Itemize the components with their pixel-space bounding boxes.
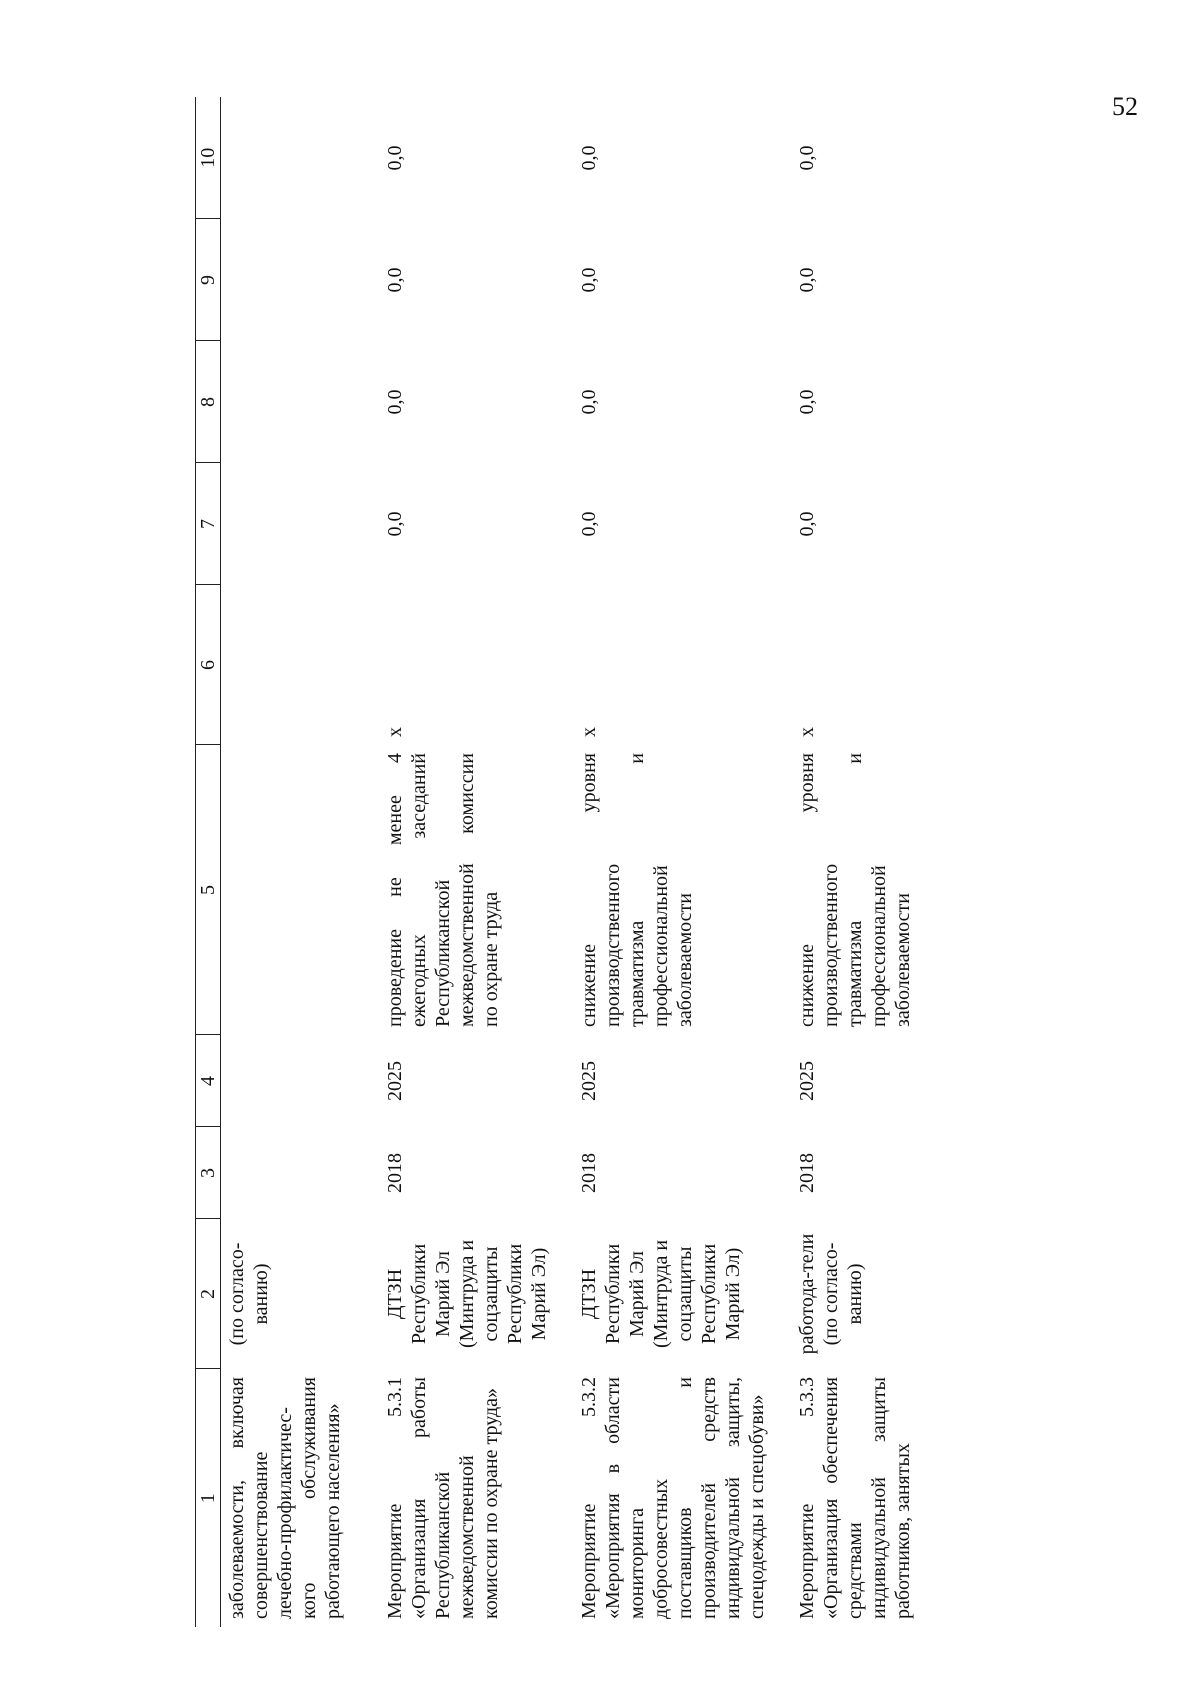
column-header: 3 <box>196 1127 221 1219</box>
value-cell: 0,0 <box>578 267 600 293</box>
start-year-cell <box>221 1127 376 1219</box>
column-header: 5 <box>196 745 221 1035</box>
measure-name-cell: заболеваемости, включая совершенствование лечебно-профилактичес-кого обслуживания работающего населения» <box>226 1377 344 1619</box>
value-cell: 0,0 <box>796 389 818 415</box>
indicator-cell: х <box>578 727 600 737</box>
value-cell <box>221 463 376 585</box>
expected-result-cell: снижение уровня производственного травматизма и профессиональной заболеваемости <box>578 753 696 1027</box>
column-header: 1 <box>196 1369 221 1627</box>
value-cell: 0,0 <box>796 511 818 537</box>
value-cell: 0,0 <box>384 389 406 415</box>
end-year-cell: 2025 <box>578 1061 600 1101</box>
column-header: 7 <box>196 463 221 585</box>
column-header: 9 <box>196 219 221 341</box>
executor-cell: работода-тели (по согласо-ванию) <box>796 1233 866 1355</box>
executor-cell: (по согласо-ванию) <box>226 1242 272 1346</box>
value-cell: 0,0 <box>578 145 600 171</box>
value-cell <box>221 219 376 341</box>
value-cell: 0,0 <box>384 511 406 537</box>
start-year-cell: 2018 <box>796 1153 818 1193</box>
expected-result-cell: проведение не менее 4 ежегодных заседаний Республиканской межведомственной комиссии по охране труда <box>384 753 502 1027</box>
start-year-cell: 2018 <box>578 1153 600 1193</box>
rotated-table-wrapper <box>195 97 1015 1627</box>
value-cell: 0,0 <box>796 145 818 171</box>
value-cell <box>221 341 376 463</box>
column-header: 6 <box>196 585 221 745</box>
value-cell <box>221 97 376 219</box>
value-cell: 0,0 <box>578 511 600 537</box>
column-header: 4 <box>196 1035 221 1127</box>
value-cell: 0,0 <box>384 145 406 171</box>
table-row <box>787 97 933 1627</box>
program-measures-table <box>195 97 933 1627</box>
column-number-header-row <box>196 97 221 1627</box>
expected-result-cell: снижение уровня производственного травматизма и профессиональной заболеваемости <box>796 753 914 1027</box>
page-number: 52 <box>1112 92 1138 121</box>
end-year-cell: 2025 <box>384 1061 406 1101</box>
column-header: 2 <box>196 1219 221 1369</box>
end-year-cell: 2025 <box>796 1061 818 1101</box>
table-row <box>569 97 787 1627</box>
value-cell: 0,0 <box>796 267 818 293</box>
executor-cell: ДТЗН Республики Марий Эл (Минтруда и соцзащиты Республики Марий Эл) <box>578 1239 744 1349</box>
expected-result-cell <box>221 745 376 1035</box>
executor-cell: ДТЗН Республики Марий Эл (Минтруда и соцзащиты Республики Марий Эл) <box>384 1239 550 1349</box>
table-row <box>221 97 376 1627</box>
measure-name-cell: Мероприятие 5.3.1 «Организация работы Республиканской межведомственной комиссии по охране труда» <box>384 1377 502 1619</box>
indicator-cell <box>221 585 376 745</box>
indicator-cell: х <box>384 727 406 737</box>
value-cell: 0,0 <box>578 389 600 415</box>
end-year-cell <box>221 1035 376 1127</box>
column-header: 10 <box>196 97 221 219</box>
measure-name-cell: Мероприятие 5.3.2 «Мероприятия в области мониторинга добросовестных поставщиков и производителей средств индивидуальной защиты, спецодежды и спецобуви» <box>578 1377 768 1619</box>
indicator-cell: х <box>796 727 818 737</box>
measure-name-cell: Мероприятие 5.3.3 «Организация обеспечения средствами индивидуальной защиты работников, занятых <box>796 1377 914 1619</box>
table-row <box>375 97 569 1627</box>
start-year-cell: 2018 <box>384 1153 406 1193</box>
value-cell: 0,0 <box>384 267 406 293</box>
column-header: 8 <box>196 341 221 463</box>
